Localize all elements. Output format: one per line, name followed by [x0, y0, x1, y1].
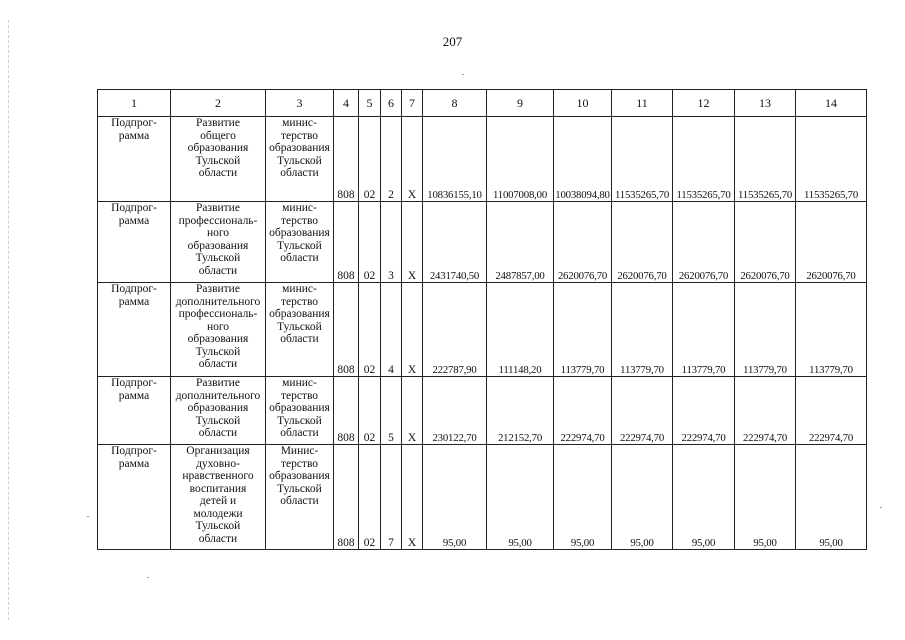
page-number: 207 — [442, 34, 463, 49]
amount-cell: 2620076,70 — [735, 202, 796, 283]
amount-cell: 11535265,70 — [673, 117, 735, 202]
amount-cell: 222974,70 — [673, 377, 735, 445]
amount-cell: 11535265,70 — [796, 117, 867, 202]
table-row — [98, 377, 867, 445]
amount-cell: 2620076,70 — [554, 202, 612, 283]
amount-cell: 113779,70 — [554, 283, 612, 377]
code-cell-7: Х — [402, 117, 423, 202]
amount-cell: 113779,70 — [735, 283, 796, 377]
table-row — [98, 445, 867, 550]
budget-table — [97, 89, 867, 550]
amount-cell: 95,00 — [554, 445, 612, 550]
amount-cell: 111148,20 — [487, 283, 554, 377]
program-type-cell: Подпрог- рамма — [98, 202, 171, 283]
scan-speck — [147, 577, 149, 578]
code-cell-5: 02 — [359, 202, 381, 283]
amount-cell: 11535265,70 — [735, 117, 796, 202]
code-cell-7: Х — [402, 202, 423, 283]
amount-cell: 10038094,80 — [554, 117, 612, 202]
amount-cell: 95,00 — [487, 445, 554, 550]
amount-cell: 212152,70 — [487, 377, 554, 445]
program-name-cell: Развитие дополнительного профессиональ- ного образования Тульской области — [171, 283, 266, 377]
code-cell-6: 7 — [381, 445, 402, 550]
code-cell-4: 808 — [334, 377, 359, 445]
amount-cell: 95,00 — [673, 445, 735, 550]
amount-cell: 230122,70 — [423, 377, 487, 445]
column-header: 1 — [98, 90, 171, 117]
scan-speck — [880, 507, 882, 508]
amount-cell: 113779,70 — [612, 283, 673, 377]
executor-cell: минис- терство образования Тульской области — [266, 283, 334, 377]
code-cell-4: 808 — [334, 283, 359, 377]
program-type-cell: Подпрог- рамма — [98, 377, 171, 445]
program-type-cell: Подпрог- рамма — [98, 445, 171, 550]
program-name-cell: Развитие дополнительного образования Тульской области — [171, 377, 266, 445]
table-row — [98, 283, 867, 377]
amount-cell: 222974,70 — [796, 377, 867, 445]
amount-cell: 113779,70 — [796, 283, 867, 377]
amount-cell: 2487857,00 — [487, 202, 554, 283]
code-cell-6: 5 — [381, 377, 402, 445]
column-header: 10 — [554, 90, 612, 117]
column-header: 14 — [796, 90, 867, 117]
scan-speck — [87, 516, 89, 517]
table-row — [98, 202, 867, 283]
code-cell-5: 02 — [359, 283, 381, 377]
code-cell-4: 808 — [334, 202, 359, 283]
table-row — [98, 117, 867, 202]
column-header: 2 — [171, 90, 266, 117]
amount-cell: 2620076,70 — [612, 202, 673, 283]
code-cell-6: 2 — [381, 117, 402, 202]
scan-edge-line — [8, 20, 9, 620]
amount-cell: 95,00 — [423, 445, 487, 550]
code-cell-4: 808 — [334, 117, 359, 202]
amount-cell: 10836155,10 — [423, 117, 487, 202]
executor-cell: минис- терство образования Тульской области — [266, 377, 334, 445]
column-header: 6 — [381, 90, 402, 117]
amount-cell: 95,00 — [796, 445, 867, 550]
executor-cell: минис- терство образования Тульской области — [266, 117, 334, 202]
column-header: 7 — [402, 90, 423, 117]
column-header: 12 — [673, 90, 735, 117]
amount-cell: 2620076,70 — [796, 202, 867, 283]
amount-cell: 222974,70 — [735, 377, 796, 445]
code-cell-7: Х — [402, 377, 423, 445]
column-header: 5 — [359, 90, 381, 117]
amount-cell: 2620076,70 — [673, 202, 735, 283]
column-header: 8 — [423, 90, 487, 117]
program-type-cell: Подпрог- рамма — [98, 117, 171, 202]
code-cell-7: Х — [402, 445, 423, 550]
code-cell-4: 808 — [334, 445, 359, 550]
program-type-cell: Подпрог- рамма — [98, 283, 171, 377]
column-header: 9 — [487, 90, 554, 117]
amount-cell: 222787,90 — [423, 283, 487, 377]
program-name-cell: Организация духовно- нравственного воспитания детей и молодежи Тульской области — [171, 445, 266, 550]
table-header-row — [98, 90, 867, 117]
amount-cell: 11535265,70 — [612, 117, 673, 202]
code-cell-7: Х — [402, 283, 423, 377]
amount-cell: 95,00 — [612, 445, 673, 550]
code-cell-5: 02 — [359, 445, 381, 550]
scan-speck — [462, 74, 464, 75]
code-cell-5: 02 — [359, 117, 381, 202]
amount-cell: 222974,70 — [612, 377, 673, 445]
column-header: 11 — [612, 90, 673, 117]
column-header: 13 — [735, 90, 796, 117]
amount-cell: 113779,70 — [673, 283, 735, 377]
executor-cell: Минис- терство образования Тульской области — [266, 445, 334, 550]
column-header: 3 — [266, 90, 334, 117]
amount-cell: 95,00 — [735, 445, 796, 550]
amount-cell: 11007008,00 — [487, 117, 554, 202]
code-cell-5: 02 — [359, 377, 381, 445]
code-cell-6: 4 — [381, 283, 402, 377]
executor-cell: минис- терство образования Тульской области — [266, 202, 334, 283]
program-name-cell: Развитие общего образования Тульской области — [171, 117, 266, 202]
amount-cell: 222974,70 — [554, 377, 612, 445]
amount-cell: 2431740,50 — [423, 202, 487, 283]
code-cell-6: 3 — [381, 202, 402, 283]
column-header: 4 — [334, 90, 359, 117]
program-name-cell: Развитие профессиональ- ного образования Тульской области — [171, 202, 266, 283]
